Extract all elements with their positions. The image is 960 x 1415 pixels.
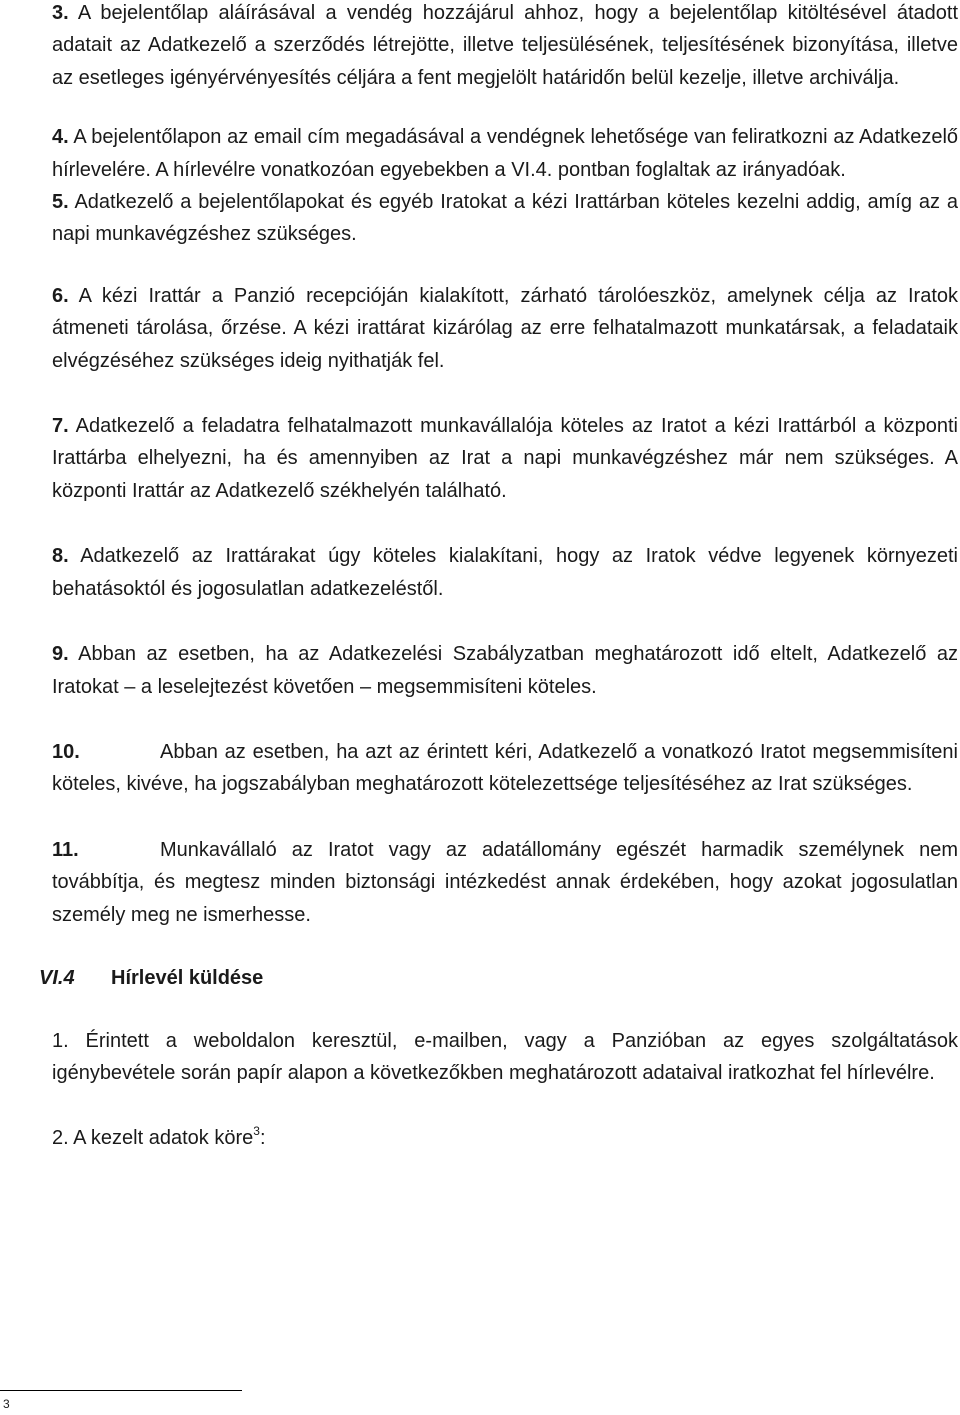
paragraph-number: 3. (52, 2, 69, 24)
paragraph-6 (52, 280, 958, 377)
paragraph-text: Adatkezelő a feladatra felhatalmazott munkavállalója köteles az Iratot a kézi Irattárból a központi Irattárba elhelyezni, ha és amennyiben az Irat a napi munkavégzéshez már nem szükséges. A központi Irattár az Adatkezelő székhelyén található. (52, 415, 959, 502)
footnote-reference[interactable]: 3 (253, 1123, 260, 1138)
footnote-separator (0, 1390, 242, 1391)
subparagraph-text: 1. Érintett a weboldalon keresztül, e-mailben, vagy a Panzióban az egyes szolgáltatások igénybevétele során papír alapon a következőkben meghatározott adataival iratkozhat fel hírlevélre. (52, 1029, 958, 1085)
paragraph-text: Abban az esetben, ha azt az érintett kéri, Adatkezelő a vonatkozó Iratot megsemmisíteni köteles, kivéve, ha jogszabályban meghatározott kötelezettsége teljesítéséhez az Irat szükséges. (52, 740, 958, 796)
footnote-marker: 3 (3, 1397, 10, 1411)
paragraph-5 (52, 186, 958, 251)
paragraph-text: A bejelentőlapon az email cím megadásával a vendégnek lehetősége van feliratkozni az Adatkezelő hírlevelére. A hírlevélre vonatkozóan egyebekben a VI.4. pontban foglaltak az irányadóak. (52, 126, 959, 181)
paragraph-text: Adatkezelő a bejelentőlapokat és egyéb Iratokat a kézi Irattárban köteles kezelni addig, amíg az a napi munkavégzéshez szükséges. (52, 191, 958, 246)
section-number: VI.4 (39, 966, 75, 989)
paragraph-text: Munkavállaló az Iratot vagy az adatállomány egészét harmadik személynek nem továbbítja, és megtesz minden biztonsági intézkedést annak érdekében, hogy azokat jogosulatlan személy meg ne ismerhesse. (52, 838, 958, 926)
paragraph-number: 9. (52, 643, 69, 666)
document-page (39, 0, 959, 1154)
paragraph-text: A bejelentőlap aláírásával a vendég hozzájárul ahhoz, hogy a bejelentőlap kitöltésével átadott adatait az Adatkezelő a szerződés létrejötte, illetve teljesülésének, teljesítésének bizonyítása, illetve az esetleges igényérvényesítés céljára a fent megjelölt határidőn belül kezelje, illetve archiválja. (52, 2, 959, 89)
paragraph-3 (52, 0, 958, 94)
paragraph-text: Abban az esetben, ha az Adatkezelési Szabályzatban meghatározott idő eltelt, Adatkezelő az Iratokat – a leselejtezést követően – megsemmisíteni köteles. (52, 643, 959, 698)
paragraph-10 (52, 736, 958, 801)
paragraph-9 (52, 638, 958, 703)
subparagraph-text: 2. A kezelt adatok köre (52, 1126, 254, 1149)
paragraph-4 (52, 121, 958, 186)
paragraph-number: 4. (52, 126, 69, 149)
paragraph-11 (52, 834, 958, 931)
paragraph-number: 11. (52, 838, 79, 861)
paragraph-text: A kézi Irattár a Panzió recepcióján kialakított, zárható tárolóeszköz, amelynek célja az Iratok átmeneti tárolása, őrzése. A kézi irattárat kizárólag az erre felhatalmazott munkatársak, a feladataik elvégzéséhez szükséges ideig nyithatják fel. (52, 284, 959, 372)
subparagraph-suffix: : (259, 1126, 266, 1149)
paragraph-8 (52, 540, 958, 605)
paragraph-number: 5. (52, 191, 69, 214)
paragraph-number: 7. (52, 415, 69, 438)
paragraph-text: Adatkezelő az Irattárakat úgy köteles kialakítani, hogy az Iratok védve legyenek környezeti behatásoktól és jogosulatlan adatkezeléstől. (52, 545, 958, 600)
paragraph-7 (52, 410, 958, 507)
section-heading (39, 962, 958, 994)
subparagraph-1 (52, 1025, 958, 1090)
paragraph-number: 6. (52, 284, 69, 307)
section-title: Hírlevél küldése (111, 966, 264, 989)
paragraph-number: 10. (52, 740, 80, 763)
subparagraph-2 (52, 1122, 958, 1154)
paragraph-number: 8. (52, 545, 69, 568)
